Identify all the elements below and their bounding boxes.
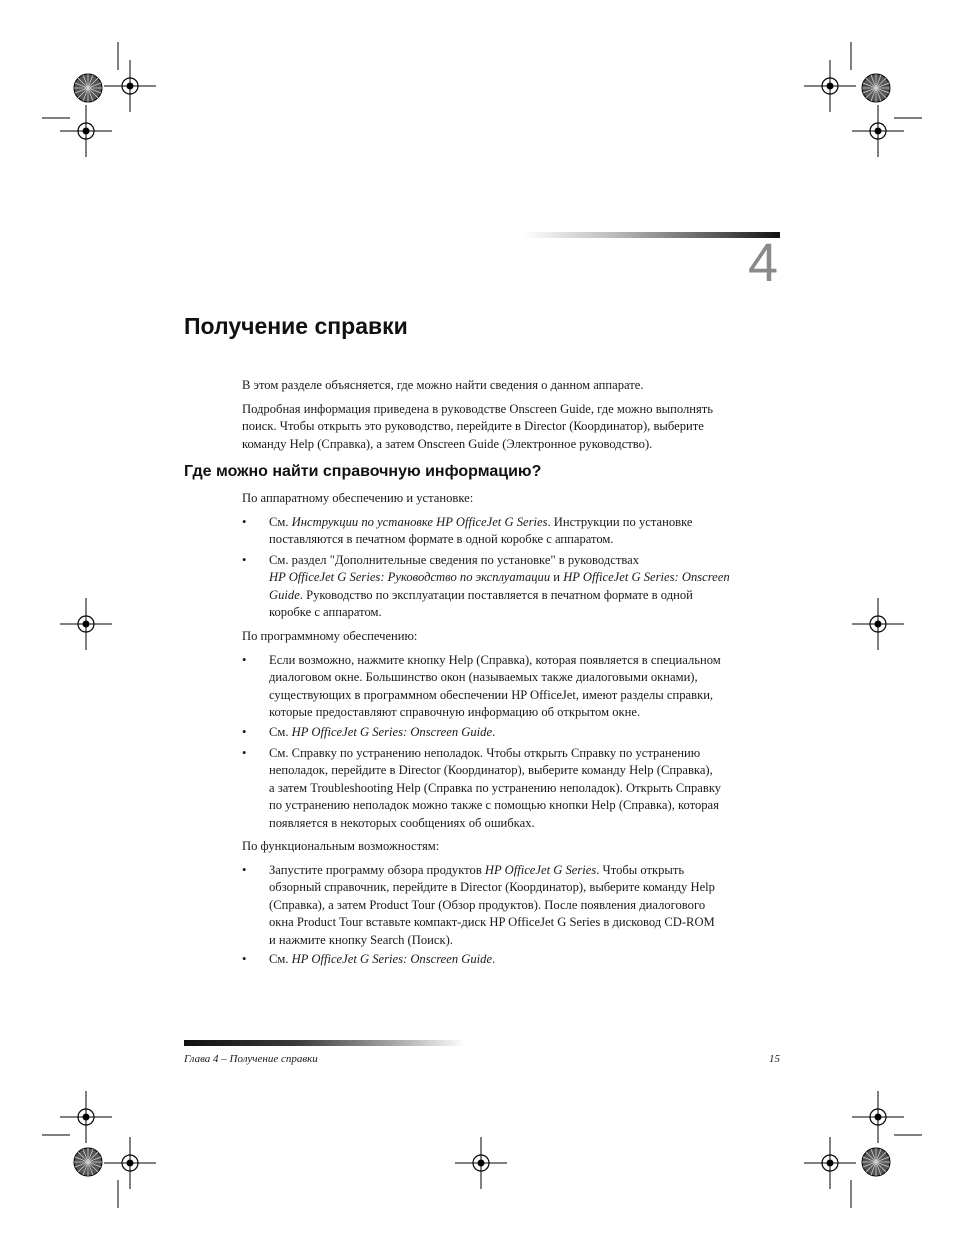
text-line: обзорный справочник, перейдите в Director (Координатор), выберите команду Help xyxy=(269,880,715,895)
bullet: • xyxy=(242,725,247,739)
crosshair-icon xyxy=(104,60,156,112)
text-line: См. Инструкции по установке HP OfficeJet G Series. Инструкции по установке xyxy=(269,515,693,529)
text-line: Подробная информация приведена в руководстве Onscreen Guide, где можно выполнять xyxy=(242,402,714,416)
text-line: и нажмите кнопку Search (Поиск). xyxy=(269,932,453,947)
bullet: • xyxy=(242,653,247,667)
bullet: • xyxy=(242,863,247,877)
hardware-label: По аппаратному обеспечению и установке: xyxy=(242,491,474,505)
bullet: • xyxy=(242,746,247,760)
section-heading: Где можно найти справочную информацию? xyxy=(184,463,542,480)
text-line: поиск. Чтобы открыть это руководство, перейдите в Director (Координатор), выберите xyxy=(242,419,704,434)
bullet: • xyxy=(242,553,247,567)
text-line: HP OfficeJet G Series: Руководство по эксплуатации и HP OfficeJet G Series: Onscreen xyxy=(269,570,730,585)
text-line: которые предоставляют справочную информацию об открытом окне. xyxy=(269,705,641,720)
software-label: По программному обеспечению: xyxy=(242,629,418,643)
text-line: существующих в программном обеспечении HP OfficeJet, имеют разделы справки, xyxy=(269,687,714,702)
crosshair-icon xyxy=(852,105,904,157)
registration-burst-icon xyxy=(862,74,890,102)
crosshair-icon xyxy=(60,105,112,157)
page-number: 15 xyxy=(769,1053,780,1065)
text-line: диалоговом окне. Большинство окон (называемых также диалоговыми окнами), xyxy=(269,670,698,685)
chapter-number: 4 xyxy=(747,233,778,293)
footer-chapter-label: Глава 4 – Получение справки xyxy=(184,1053,318,1065)
registration-burst-icon xyxy=(74,74,102,102)
text-line: окна Product Tour вставьте компакт-диск HP OfficeJet G Series в дисковод CD-ROM xyxy=(269,915,715,930)
text-line: команду Help (Справка), а затем Onscreen Guide (Электронное руководство). xyxy=(242,436,653,451)
chapter-rule xyxy=(522,232,780,238)
features-label: По функциональным возможностям: xyxy=(242,839,440,853)
registration-burst-icon xyxy=(862,1148,890,1176)
text-line: неполадок, перейдите в Director (Координатор), выберите команду Help (Справка), xyxy=(269,763,713,778)
text-line: коробке с аппаратом. xyxy=(269,605,382,620)
text-line: а затем Troubleshooting Help (Справка по устранению неполадок). Открыть Справку xyxy=(269,780,722,795)
text-line: См. HP OfficeJet G Series: Onscreen Guide. xyxy=(269,725,496,739)
crosshair-icon xyxy=(60,598,112,650)
text-line: появляется в некоторых сообщениях об ошибках. xyxy=(269,815,535,830)
text-line: См. раздел "Дополнительные сведения по установке" в руководствах xyxy=(269,553,640,567)
text-line: Guide. Руководство по эксплуатации поставляется в печатном формате в одной xyxy=(269,587,693,602)
text-line: по устранению неполадок можно также с помощью кнопки Help (Справка), которая xyxy=(269,798,719,813)
crosshair-icon xyxy=(104,1137,156,1189)
crosshair-icon xyxy=(455,1137,507,1189)
text-line: См. Справку по устранению неполадок. Чтобы открыть Справку по устранению xyxy=(269,746,701,760)
crosshair-icon xyxy=(804,60,856,112)
text-line: См. HP OfficeJet G Series: Onscreen Guide. xyxy=(269,952,496,966)
text-line: поставляются в печатном формате в одной коробке с аппаратом. xyxy=(269,532,614,547)
page-title: Получение справки xyxy=(184,313,408,339)
footer-rule xyxy=(184,1040,466,1046)
crosshair-icon xyxy=(852,598,904,650)
intro-paragraph-2 xyxy=(242,401,782,453)
registration-burst-icon xyxy=(74,1148,102,1176)
text-line: Запустите программу обзора продуктов HP OfficeJet G Series. Чтобы открыть xyxy=(269,863,685,877)
text-line: (Справка), а затем Product Tour (Обзор продуктов). После появления диалогового xyxy=(269,897,706,912)
crosshair-icon xyxy=(804,1137,856,1189)
bullet: • xyxy=(242,515,247,529)
intro-paragraph-1: В этом разделе объясняется, где можно найти сведения о данном аппарате. xyxy=(242,378,644,392)
bullet: • xyxy=(242,952,247,966)
text-line: Если возможно, нажмите кнопку Help (Справка), которая появляется в специальном xyxy=(269,653,721,667)
